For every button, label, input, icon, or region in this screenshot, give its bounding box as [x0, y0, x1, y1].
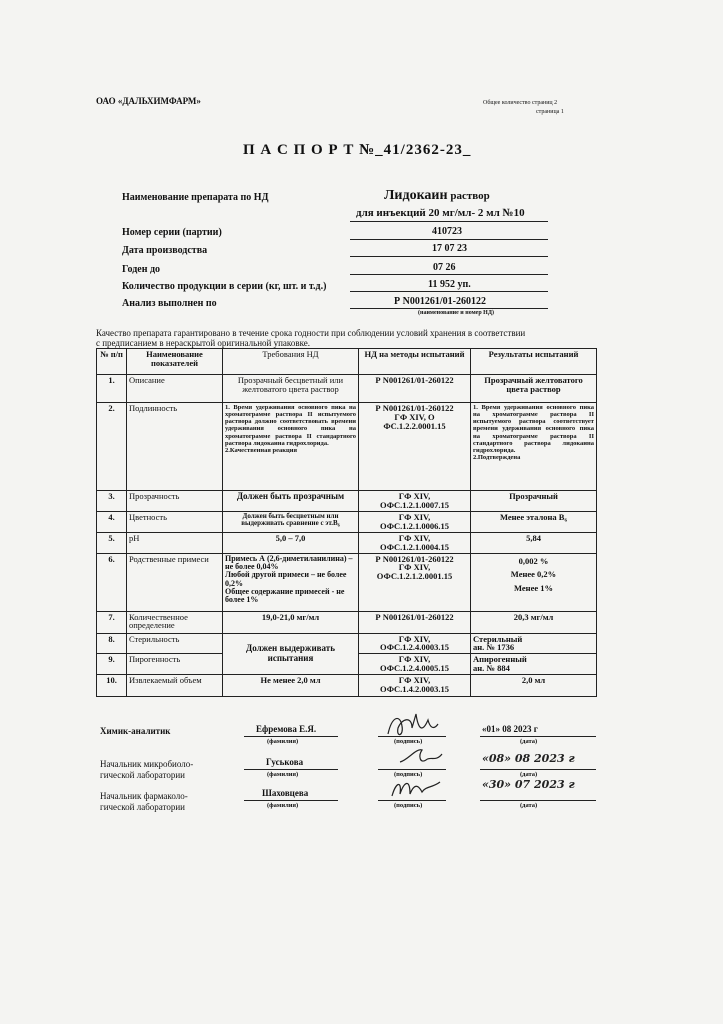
- analysis-label: Анализ выполнен по: [122, 298, 217, 309]
- page-number: страница 1: [536, 109, 564, 115]
- row-nd: ГФ XIV, ОФС.1.2.4.0003.15: [359, 633, 471, 654]
- page-count: Общее количество страниц 2: [483, 100, 558, 106]
- signature-caption: (подпись): [394, 771, 423, 778]
- table-row: [97, 491, 597, 512]
- signer-name: Шаховцева: [262, 788, 309, 798]
- guarantee-line-1: Качество препарата гарантировано в течение срока годности при соблюдении условий хранения в соответствии: [96, 328, 526, 338]
- row-num: 7.: [97, 611, 127, 633]
- row-res: 0,002 % Менее 0,2% Менее 1%: [471, 553, 597, 611]
- row-req: Должен выдерживать испытания: [223, 633, 359, 675]
- row-name: Описание: [127, 375, 223, 403]
- signer-role: Начальник микробиоло-: [100, 759, 194, 769]
- expiry-label: Годен до: [122, 264, 161, 275]
- row-nd: Р N001261/01-260122: [359, 375, 471, 403]
- signer-name: Ефремова Е.Я.: [256, 724, 317, 734]
- company-name: ОАО «ДАЛЬХИМФАРМ»: [96, 96, 201, 106]
- row-nd: Р N001261/01-260122 ГФ XIV, ОФС.1.2.1.2.0001.15: [359, 553, 471, 611]
- underline: [244, 736, 338, 737]
- signer-role-line2: гической лаборатории: [100, 770, 186, 780]
- row-num: 4.: [97, 511, 127, 532]
- table-row: [97, 511, 597, 532]
- row-res: Прозрачный: [471, 491, 597, 512]
- drug-name-suffix: раствор: [447, 190, 490, 202]
- row-nd: ГФ XIV, ОФС.1.2.1.0006.15: [359, 511, 471, 532]
- surname-caption: (фамилия): [267, 771, 299, 778]
- signer-role-line2: гической лаборатории: [100, 802, 186, 812]
- row-name: Стерильность: [127, 633, 223, 654]
- row-req: 19,0-21,0 мг/мл: [223, 611, 359, 633]
- row-name: pH: [127, 532, 223, 553]
- row-req: 5,0 – 7,0: [223, 532, 359, 553]
- row-nd: Р N001261/01-260122: [359, 611, 471, 633]
- row-name: Цветность: [127, 511, 223, 532]
- underline: [480, 769, 596, 770]
- underline: [244, 800, 338, 801]
- expiry-value: 07 26: [433, 262, 456, 273]
- row-num: 9.: [97, 654, 127, 675]
- row-name: Прозрачность: [127, 491, 223, 512]
- analysis-caption: (наименование и номер НД): [418, 310, 494, 316]
- row-nd: ГФ XIV, ОФС.1.2.1.0004.15: [359, 532, 471, 553]
- table-row: [97, 375, 597, 403]
- sign-date: «08» 08 2023 г: [482, 752, 575, 765]
- row-name: Подлинность: [127, 403, 223, 491]
- row-req: Должен быть прозрачным: [223, 491, 359, 512]
- row-name: Пирогенность: [127, 654, 223, 675]
- quantity-value: 11 952 уп.: [428, 279, 471, 290]
- series-value: 410723: [432, 226, 462, 237]
- row-nd: ГФ XIV, ОФС.1.4.2.0003.15: [359, 675, 471, 697]
- analysis-value: Р N001261/01-260122: [394, 296, 486, 307]
- underline: [350, 274, 548, 275]
- prod-date-value: 17 07 23: [432, 243, 467, 254]
- row-res: 20,3 мг/мл: [471, 611, 597, 633]
- row-res: Прозрачный желтоватого цвета раствор: [471, 375, 597, 403]
- drug-name-line2: для инъекций 20 мг/мл- 2 мл №10: [356, 207, 525, 219]
- header-name: Наименование показателей: [127, 349, 223, 375]
- row-num: 1.: [97, 375, 127, 403]
- signature-mark: [388, 772, 444, 802]
- underline: [480, 800, 596, 801]
- underline: [350, 239, 548, 240]
- signature-caption: (подпись): [394, 802, 423, 809]
- table-row: [97, 403, 597, 491]
- row-req: Должен быть бесцветным или выдерживать сравнение с эт.В₆: [223, 511, 359, 532]
- passport-title: П А С П О Р Т №_41/2362-23_: [243, 142, 472, 158]
- row-name: Количественное определение: [127, 611, 223, 633]
- surname-caption: (фамилия): [267, 738, 299, 745]
- row-res: Стерильный ан. № 1736: [471, 633, 597, 654]
- row-res: Менее эталона В₆: [471, 511, 597, 532]
- sign-date: «30» 07 2023 г: [482, 778, 575, 791]
- row-num: 2.: [97, 403, 127, 491]
- row-req: Прозрачный бесцветный или желтоватого цвета раствор: [223, 375, 359, 403]
- date-caption: (дата): [520, 802, 538, 809]
- drug-label: Наименование препарата по НД: [122, 192, 269, 203]
- sign-date: «01» 08 2023 г: [482, 724, 538, 734]
- date-caption: (дата): [520, 738, 538, 745]
- table-header-row: [97, 349, 597, 375]
- row-num: 8.: [97, 633, 127, 654]
- header-res: Результаты испытаний: [471, 349, 597, 375]
- signature-mark: [396, 742, 446, 770]
- signer-role: Химик-аналитик: [100, 726, 171, 736]
- row-name: Родственные примеси: [127, 553, 223, 611]
- guarantee-line-2: с предписанием в нераскрытой оригинальной упаковке.: [96, 338, 310, 348]
- quality-table: [96, 348, 597, 697]
- quantity-label: Количество продукции в серии (кг, шт. и т.д.): [122, 281, 327, 292]
- surname-caption: (фамилия): [267, 802, 299, 809]
- underline: [350, 308, 548, 309]
- signer-role: Начальник фармаколо-: [100, 791, 188, 801]
- drug-name-main: Лидокаин: [384, 188, 448, 203]
- series-label: Номер серии (партии): [122, 227, 222, 238]
- row-res: Апирогенный ан. № 884: [471, 654, 597, 675]
- underline: [480, 736, 596, 737]
- underline: [244, 769, 338, 770]
- row-req: 1. Время удерживания основного пика на хроматограмме раствора II испытуемого раствора должно соответствовать времени удерживания основного пика на хроматограмме раствора II стандартного раствора лидокаина гидрохлорида. 2.Качественная реакция: [223, 403, 359, 491]
- underline: [350, 256, 548, 257]
- row-num: 5.: [97, 532, 127, 553]
- underline: [350, 291, 548, 292]
- header-nd: НД на методы испытаний: [359, 349, 471, 375]
- header-req: Требования НД: [223, 349, 359, 375]
- row-nd: ГФ XIV, ОФС.1.2.4.0005.15: [359, 654, 471, 675]
- signature-mark: [382, 708, 442, 742]
- row-nd: ГФ XIV, ОФС.1.2.1.0007.15: [359, 491, 471, 512]
- row-nd: Р N001261/01-260122 ГФ XIV, О ФС.1.2.2.0001.15: [359, 403, 471, 491]
- table-row: [97, 675, 597, 697]
- drug-name: [384, 188, 490, 204]
- table-row: [97, 553, 597, 611]
- prod-date-label: Дата производства: [122, 245, 208, 256]
- header-num: № п/п: [97, 349, 127, 375]
- signature-caption: (подпись): [394, 738, 423, 745]
- signer-name: Гуськова: [266, 757, 304, 767]
- row-num: 3.: [97, 491, 127, 512]
- row-name: Извлекаемый объем: [127, 675, 223, 697]
- row-req: Не менее 2,0 мл: [223, 675, 359, 697]
- row-res: 5,84: [471, 532, 597, 553]
- underline: [350, 221, 548, 222]
- row-res: 2,0 мл: [471, 675, 597, 697]
- row-num: 10.: [97, 675, 127, 697]
- row-res: 1. Время удерживания основного пика на хроматограмме раствора II испытуемого раствора соответствует времени удерживания основного пика на хроматограмме раствора II стандартного раствора лидокаина гидрохлорида. 2.Подтверждена: [471, 403, 597, 491]
- table-row: [97, 611, 597, 633]
- row-num: 6.: [97, 553, 127, 611]
- table-row: [97, 532, 597, 553]
- table-row: [97, 633, 597, 654]
- date-caption: (дата): [520, 771, 538, 778]
- row-req: Примесь А (2,6-диметиланилина) – не более 0,04% Любой другой примеси – не более 0,2% Общее содержание примесей - не более 1%: [223, 553, 359, 611]
